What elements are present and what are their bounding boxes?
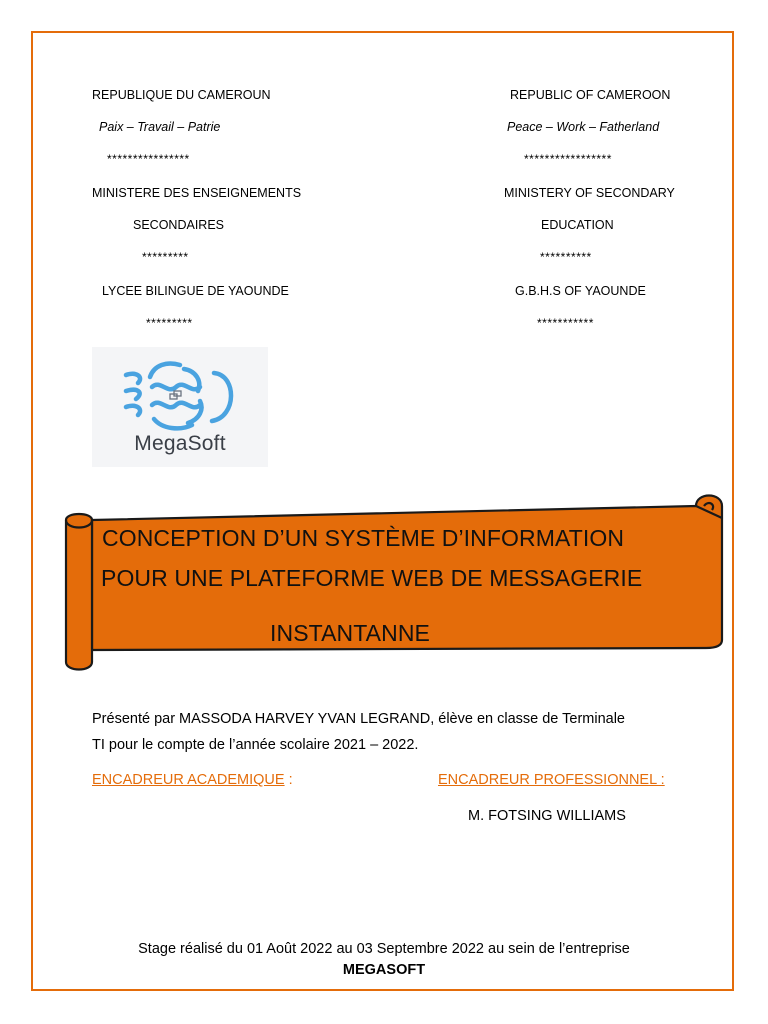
header-right-motto: Peace – Work – Fatherland xyxy=(507,120,660,134)
header-left-school: LYCEE BILINGUE DE YAOUNDE xyxy=(102,284,289,298)
title-line-2: POUR UNE PLATEFORME WEB DE MESSAGERIE xyxy=(101,565,643,591)
internship-period: Stage réalisé du 01 Août 2022 au 03 Septembre 2022 au sein de l’entreprise xyxy=(138,941,630,957)
header-left-separator: ********* xyxy=(142,250,189,264)
professional-supervisor-name: M. FOTSING WILLIAMS xyxy=(468,808,626,824)
academic-supervisor-label xyxy=(92,772,293,788)
professional-supervisor-label-text: ENCADREUR PROFESSIONNEL : xyxy=(438,772,665,788)
header-left-ministry: MINISTERE DES ENSEIGNEMENTS xyxy=(92,186,302,200)
header-left-separator: **************** xyxy=(107,152,190,166)
header-right-separator: *********** xyxy=(537,316,594,330)
presentation-line-2: TI pour le compte de l’année scolaire 2021 – 2022. xyxy=(92,737,419,753)
academic-supervisor-colon: : xyxy=(284,772,293,788)
company-name: MEGASOFT xyxy=(342,962,426,978)
logo-text: MegaSoft xyxy=(134,432,226,455)
professional-supervisor-label xyxy=(438,772,665,788)
header-left-separator: ********* xyxy=(146,316,193,330)
header-right-ministry: MINISTERY OF SECONDARY xyxy=(504,186,675,200)
header-left-country: REPUBLIQUE DU CAMEROUN xyxy=(92,88,271,102)
header-left-ministry-line2: SECONDAIRES xyxy=(133,218,224,232)
title-line-1: CONCEPTION D’UN SYSTÈME D’INFORMATION xyxy=(102,525,625,551)
presentation-line-1: Présenté par MASSODA HARVEY YVAN LEGRAND, élève en classe de Terminale xyxy=(92,711,625,727)
title-line-3: INSTANTANNE xyxy=(270,620,430,646)
header-right-ministry-line2: EDUCATION xyxy=(541,218,614,232)
academic-supervisor-label-text: ENCADREUR ACADEMIQUE xyxy=(92,772,285,788)
header-right-separator: ********** xyxy=(540,250,592,264)
header-right-country: REPUBLIC OF CAMEROON xyxy=(510,88,671,102)
header-right-separator: ***************** xyxy=(524,152,612,166)
header-right-school: G.B.H.S OF YAOUNDE xyxy=(515,284,646,298)
header-left-motto: Paix – Travail – Patrie xyxy=(99,120,221,134)
